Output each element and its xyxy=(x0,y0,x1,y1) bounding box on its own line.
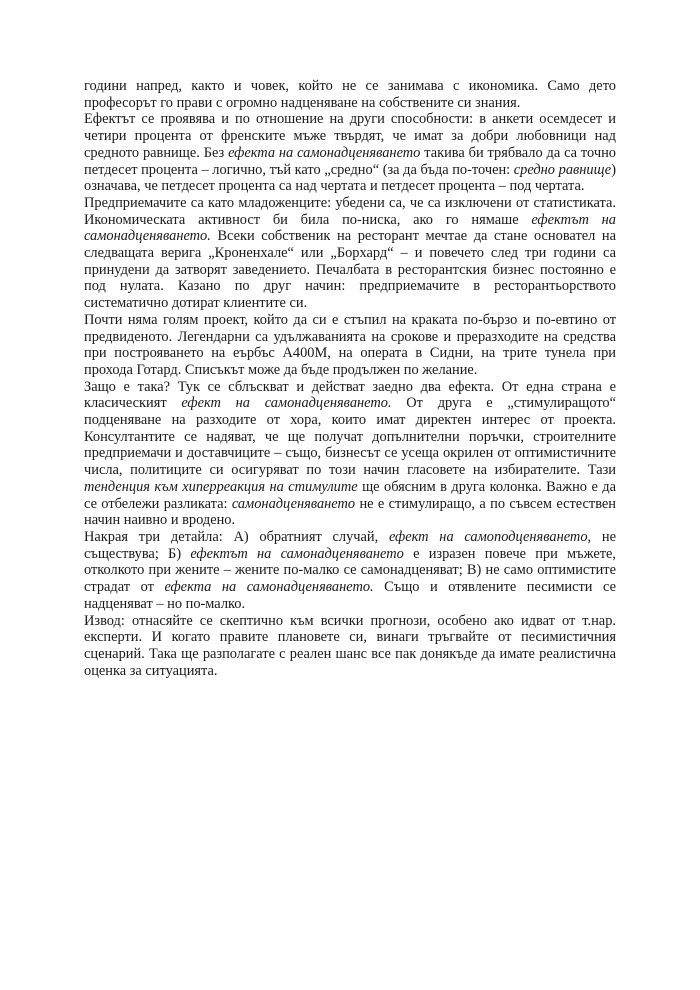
text-run: Предприемачите са като младоженците: убедени са, че са изключени от статистиката. Икономическата активност би била по-ниска, ако го нямаше xyxy=(84,194,616,228)
text-run: ) означава, че петдесет процента са над чертата и петдесет процента – под чертата. xyxy=(84,161,616,195)
body-paragraph xyxy=(84,312,616,379)
text-run: , не съществува; Б) xyxy=(84,528,616,562)
text-run: ще обясним в друга колонка. Важно е да се отбележи разликата: xyxy=(84,478,616,512)
text-run: е изразен повече при мъжете, отколкото при жените – жените по-малко се самонадценяват; В) не само оптимистите страдат от xyxy=(84,545,616,596)
italic-text-run: ефектът на самонадценяването. xyxy=(84,211,616,245)
text-run: Също и отявлените песимисти се надценяват – но по-малко. xyxy=(84,579,616,612)
text-run: Защо е така? Тук се сблъскват и действат заедно два ефекта. От една страна е класическият xyxy=(84,378,616,412)
italic-text-run: ефекта на самонадценяването. xyxy=(164,579,374,596)
body-paragraph xyxy=(84,379,616,529)
italic-text-run: ефект на самоподценяването xyxy=(388,528,588,545)
body-paragraph xyxy=(84,78,616,111)
italic-text-run: ефекта на самонадценяването xyxy=(228,144,421,161)
text-run: Почти няма голям проект, който да си е стъпил на краката по-бързо и по-евтино от предвиденото. Легендарни са удължаванията на срокове и преразходите на средства при построяването на еърбъс А400М, на операта в Сидни, на трите тунела при прохода Готард. Списъкът може да бъде продължен по желание. xyxy=(84,311,616,378)
text-run: Извод: отнасяйте се скептично към всички прогнози, особено ако идват от т.нар. експерти. И когато правите плановете си, винаги тръгвайте от песимистичния сценарий. Така ще разполагате с реален шанс все пак донякъде да имате реалистична оценка за ситуацията. xyxy=(84,612,616,679)
text-run: години напред, както и човек, който не се занимава с икономика. Само дето професорът го прави с огромно надценяване на собствените си знания. xyxy=(84,78,616,111)
body-paragraph xyxy=(84,195,616,312)
text-run: От друга е „стимулиращото“ подценяване на разходите от хора, които имат директен интерес от проекта. Консултантите се надяват, че ще получат допълнителни поръчки, строителните предприемачи и доставчиците – също, бизнесът се усеща окрилен от оптимистичните числа, политиците си осигуряват по този начин гласовете на избирателите. Тази xyxy=(84,395,617,479)
italic-text-run: ефект на самонадценяването. xyxy=(181,395,392,412)
body-paragraph xyxy=(84,529,616,613)
document-page xyxy=(84,78,616,679)
italic-text-run: средно равнище xyxy=(513,161,612,178)
text-run: Накрая три детайла: А) обратният случай, xyxy=(84,528,389,545)
body-paragraph xyxy=(84,613,616,680)
text-run: такива би трябвало да са точно петдесет процента – логично, тъй като „средно“ (за да бъда по-точен: xyxy=(84,144,616,178)
italic-text-run: самонадценяването xyxy=(231,495,356,512)
text-run: Ефектът се проявява и по отношение на други способности: в анкети осемдесет и четири процента от френските мъже твърдят, че имат за добри любовници над средното равнище. Без xyxy=(84,111,616,161)
body-paragraph xyxy=(84,111,616,195)
italic-text-run: тенденция към хиперреакция на стимулите xyxy=(84,478,358,495)
text-run: не е стимулиращо, а по съвсем естествен начин наивно и вродено. xyxy=(84,495,616,529)
italic-text-run: ефектът на самонадценяването xyxy=(190,545,404,562)
text-run: Всеки собственик на ресторант мечтае да стане основател на следващата верига „Кроненхале“ или „Борхард“ – и повечето след три години са принудени да затворят заведението. Печалбата в ресторантския бизнес постоянно е под нулата. Казано по друг начин: предприемачите в ресторантьорството систематично дотират клиентите си. xyxy=(84,228,616,312)
